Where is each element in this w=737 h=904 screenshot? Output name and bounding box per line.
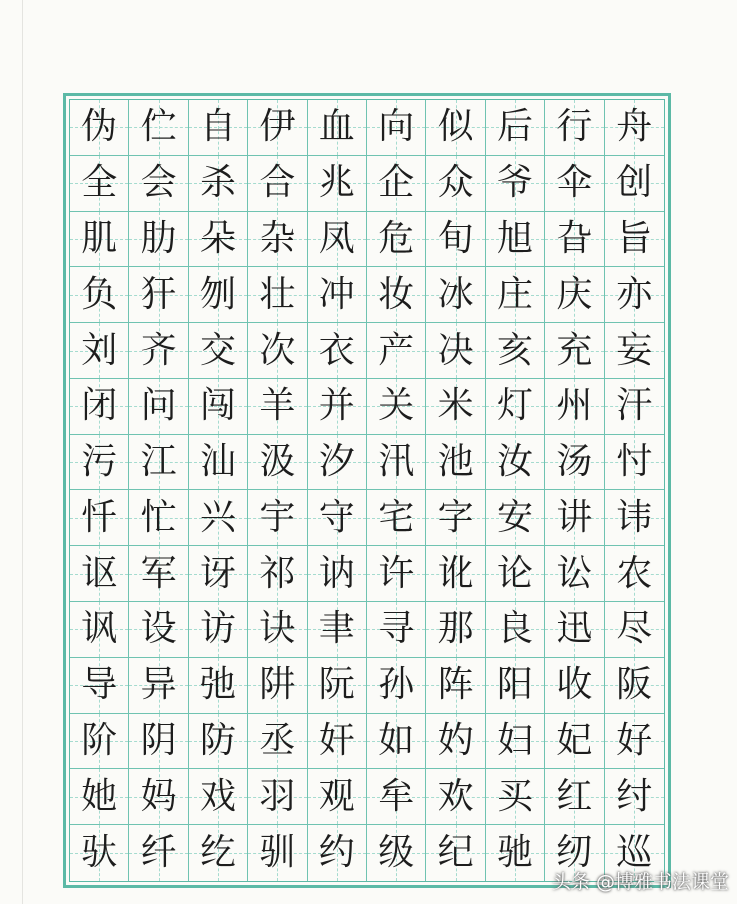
- grid-cell: [189, 267, 248, 323]
- grid-cell: [129, 714, 188, 770]
- practice-character: 讶: [199, 552, 236, 594]
- practice-character: 驯: [259, 832, 296, 874]
- practice-character: 会: [140, 162, 177, 204]
- grid-cell: [308, 490, 367, 546]
- practice-character: 那: [437, 608, 474, 650]
- practice-character: 冰: [437, 273, 474, 315]
- practice-character: 忙: [140, 496, 177, 538]
- practice-character: 级: [378, 832, 415, 874]
- grid-cell: [426, 714, 485, 770]
- grid-cell: [486, 379, 545, 435]
- grid-cell: [189, 602, 248, 658]
- practice-character: 安: [496, 496, 533, 538]
- grid-cell: [308, 769, 367, 825]
- practice-character: 众: [437, 162, 474, 204]
- practice-character: 伪: [81, 106, 118, 148]
- watermark: 头条 @博雅书法课堂: [551, 871, 729, 893]
- practice-character: 忏: [81, 496, 118, 538]
- grid-cell: [426, 156, 485, 212]
- practice-character: 充: [556, 329, 593, 371]
- practice-character: 亥: [496, 329, 533, 371]
- grid-cell: [367, 379, 426, 435]
- grid-cell: [248, 546, 307, 602]
- practice-character: 危: [378, 217, 415, 259]
- practice-character: 丞: [259, 720, 296, 762]
- practice-character: 自: [199, 106, 236, 148]
- practice-character: 欢: [437, 775, 474, 817]
- grid-cell: [545, 602, 604, 658]
- grid-cell: [248, 323, 307, 379]
- practice-character: 聿: [318, 608, 355, 650]
- grid-cell: [248, 658, 307, 714]
- grid-cell: [70, 156, 129, 212]
- grid-cell: [605, 212, 664, 268]
- practice-character: 合: [259, 162, 296, 204]
- grid-cell: [70, 212, 129, 268]
- practice-character: 产: [378, 329, 415, 371]
- grid-cell: [605, 267, 664, 323]
- grid-cell: [486, 714, 545, 770]
- practice-character: 衣: [318, 329, 355, 371]
- grid-cell: [545, 714, 604, 770]
- grid-cell: [129, 490, 188, 546]
- practice-character: 兆: [318, 162, 355, 204]
- grid-cell: [545, 156, 604, 212]
- grid-cell: [308, 435, 367, 491]
- grid-cell: [308, 658, 367, 714]
- practice-character: 农: [616, 552, 653, 594]
- practice-character: 买: [496, 775, 533, 817]
- practice-character: 全: [81, 162, 118, 204]
- practice-character: 闯: [199, 385, 236, 427]
- grid-cell: [189, 212, 248, 268]
- practice-character: 刘: [81, 329, 118, 371]
- practice-character: 防: [199, 720, 236, 762]
- practice-character: 红: [556, 775, 593, 817]
- practice-character: 冲: [318, 273, 355, 315]
- grid-cell: [367, 769, 426, 825]
- grid-cell: [605, 490, 664, 546]
- grid-cell: [426, 546, 485, 602]
- grid-cell: [70, 714, 129, 770]
- practice-character: 她: [81, 775, 118, 817]
- grid-cell: [426, 825, 485, 881]
- practice-character: 驰: [496, 832, 533, 874]
- grid-cell: [486, 490, 545, 546]
- practice-character: 齐: [140, 329, 177, 371]
- practice-character: 舟: [616, 106, 653, 148]
- grid-cell: [605, 714, 664, 770]
- practice-character: 宇: [259, 496, 296, 538]
- practice-character: 迅: [556, 608, 593, 650]
- grid-cell: [367, 156, 426, 212]
- grid-cell: [367, 435, 426, 491]
- practice-character: 弛: [199, 664, 236, 706]
- practice-character: 孙: [378, 664, 415, 706]
- practice-character: 讷: [318, 552, 355, 594]
- grid-cell: [426, 769, 485, 825]
- grid-cell: [70, 546, 129, 602]
- grid-cell: [486, 546, 545, 602]
- practice-character: 江: [140, 441, 177, 483]
- grid-cell: [248, 769, 307, 825]
- practice-character: 访: [199, 608, 236, 650]
- practice-character: 宅: [378, 496, 415, 538]
- grid-cell: [129, 435, 188, 491]
- practice-character: 并: [318, 385, 355, 427]
- grid-cell: [605, 156, 664, 212]
- practice-character: 伫: [140, 106, 177, 148]
- practice-character: 次: [259, 329, 296, 371]
- grid-cell: [248, 435, 307, 491]
- grid-cell: [189, 100, 248, 156]
- grid-cell: [605, 769, 664, 825]
- practice-character: 设: [140, 608, 177, 650]
- practice-character: 血: [318, 106, 355, 148]
- practice-character: 创: [616, 162, 653, 204]
- practice-character: 阪: [616, 664, 653, 706]
- practice-character: 妆: [378, 273, 415, 315]
- grid-cell: [308, 714, 367, 770]
- grid-cell: [129, 212, 188, 268]
- practice-character: 妄: [616, 329, 653, 371]
- practice-character: 汗: [616, 385, 653, 427]
- grid-cell: [486, 435, 545, 491]
- practice-character: 行: [556, 106, 593, 148]
- practice-character: 守: [318, 496, 355, 538]
- practice-character: 字: [437, 496, 474, 538]
- grid-cell: [189, 769, 248, 825]
- grid-cell: [367, 546, 426, 602]
- practice-character: 伞: [556, 162, 593, 204]
- grid-cell: [367, 100, 426, 156]
- practice-character: 良: [496, 608, 533, 650]
- grid-cell: [486, 769, 545, 825]
- practice-character: 讳: [616, 496, 653, 538]
- practice-character: 论: [496, 552, 533, 594]
- grid-cell: [70, 100, 129, 156]
- grid-cell: [248, 602, 307, 658]
- practice-character: 庄: [496, 273, 533, 315]
- grid-cell: [248, 212, 307, 268]
- practice-character: 肋: [140, 217, 177, 259]
- grid-cell: [129, 602, 188, 658]
- grid-cell: [129, 156, 188, 212]
- practice-character: 肌: [81, 217, 118, 259]
- grid-cell: [426, 100, 485, 156]
- grid-cell: [545, 435, 604, 491]
- practice-character: 向: [378, 106, 415, 148]
- practice-character: 许: [378, 552, 415, 594]
- grid-cell: [129, 546, 188, 602]
- grid-cell: [426, 435, 485, 491]
- grid-cell: [189, 323, 248, 379]
- practice-character: 后: [496, 106, 533, 148]
- grid-cell: [486, 212, 545, 268]
- grid-cell: [189, 658, 248, 714]
- grid-cell: [70, 267, 129, 323]
- practice-character: 汝: [496, 441, 533, 483]
- practice-character: 阴: [140, 720, 177, 762]
- grid-cell: [605, 658, 664, 714]
- practice-character: 决: [437, 329, 474, 371]
- grid-cell: [129, 379, 188, 435]
- practice-character: 纤: [140, 832, 177, 874]
- practice-character: 讴: [81, 552, 118, 594]
- grid-cell: [189, 379, 248, 435]
- grid-cell: [129, 769, 188, 825]
- practice-character: 汤: [556, 441, 593, 483]
- grid-cell: [189, 714, 248, 770]
- practice-character: 问: [140, 385, 177, 427]
- grid-cell: [486, 602, 545, 658]
- grid-cell: [308, 379, 367, 435]
- grid-cell: [545, 323, 604, 379]
- practice-character: 庆: [556, 273, 593, 315]
- practice-character: 尽: [616, 608, 653, 650]
- grid-cell: [189, 156, 248, 212]
- practice-character: 妈: [140, 775, 177, 817]
- practice-character: 旨: [616, 217, 653, 259]
- practice-character: 凤: [318, 217, 355, 259]
- practice-character: 羽: [259, 775, 296, 817]
- practice-character: 池: [437, 441, 474, 483]
- grid-cell: [248, 100, 307, 156]
- practice-character: 州: [556, 385, 593, 427]
- grid-cell: [426, 267, 485, 323]
- grid-cell: [605, 435, 664, 491]
- grid-cell: [545, 267, 604, 323]
- grid-cell: [308, 267, 367, 323]
- practice-character: 好: [616, 720, 653, 762]
- grid-cell: [70, 769, 129, 825]
- grid-cell: [545, 769, 604, 825]
- grid-cell: [426, 602, 485, 658]
- grid-cell: [70, 490, 129, 546]
- grid-cell: [486, 658, 545, 714]
- practice-character: 阳: [496, 664, 533, 706]
- practice-character: 军: [140, 552, 177, 594]
- grid-cell: [70, 323, 129, 379]
- grid-cell: [189, 435, 248, 491]
- grid-cell: [367, 490, 426, 546]
- practice-character: 汐: [318, 441, 355, 483]
- grid-cell: [308, 212, 367, 268]
- grid-cell: [367, 825, 426, 881]
- grid-cell: [545, 658, 604, 714]
- grid-cell: [70, 658, 129, 714]
- practice-character: 羊: [259, 385, 296, 427]
- grid-cell: [308, 546, 367, 602]
- grid-cell: [308, 602, 367, 658]
- practice-character: 讲: [556, 496, 593, 538]
- practice-character: 异: [140, 664, 177, 706]
- practice-character: 阶: [81, 720, 118, 762]
- practice-character: 污: [81, 441, 118, 483]
- grid-cell: [486, 100, 545, 156]
- practice-character: 纫: [556, 832, 593, 874]
- practice-character: 爷: [496, 162, 533, 204]
- grid-cell: [605, 100, 664, 156]
- grid-cell: [248, 156, 307, 212]
- grid-cell: [605, 379, 664, 435]
- practice-character: 导: [81, 664, 118, 706]
- grid-cell: [605, 323, 664, 379]
- practice-character: 似: [437, 106, 474, 148]
- practice-character: 纣: [616, 775, 653, 817]
- practice-character: 忖: [616, 441, 653, 483]
- practice-character: 灯: [496, 385, 533, 427]
- practice-character: 伊: [259, 106, 296, 148]
- grid-cell: [70, 379, 129, 435]
- grid-cell: [70, 825, 129, 881]
- grid-cell: [308, 825, 367, 881]
- practice-character: 观: [318, 775, 355, 817]
- practice-character: 驮: [81, 832, 118, 874]
- practice-character: 戏: [199, 775, 236, 817]
- grid-cell: [545, 546, 604, 602]
- practice-character: 关: [378, 385, 415, 427]
- practice-character: 收: [556, 664, 593, 706]
- grid-cell: [129, 323, 188, 379]
- practice-character: 米: [437, 385, 474, 427]
- grid-cell: [426, 212, 485, 268]
- grid-cell: [367, 323, 426, 379]
- practice-character: 阱: [259, 664, 296, 706]
- binding-margin-line: [22, 0, 23, 904]
- practice-character: 旭: [496, 217, 533, 259]
- practice-character: 闭: [81, 385, 118, 427]
- grid-cell: [367, 658, 426, 714]
- practice-character: 汛: [378, 441, 415, 483]
- grid-cell: [129, 658, 188, 714]
- grid-cell: [486, 323, 545, 379]
- grid-cell: [605, 602, 664, 658]
- practice-character: 企: [378, 162, 415, 204]
- practice-character: 讹: [437, 552, 474, 594]
- grid-cell: [129, 825, 188, 881]
- practice-character: 讼: [556, 552, 593, 594]
- practice-character: 妃: [556, 720, 593, 762]
- grid-cell: [367, 714, 426, 770]
- grid-cell: [189, 490, 248, 546]
- practice-character: 讽: [81, 608, 118, 650]
- practice-character: 负: [81, 273, 118, 315]
- practice-character: 朵: [199, 217, 236, 259]
- grid-cell: [189, 825, 248, 881]
- practice-character: 杂: [259, 217, 296, 259]
- practice-character: 诀: [259, 608, 296, 650]
- practice-character: 如: [378, 720, 415, 762]
- grid-cell: [545, 100, 604, 156]
- grid-cell: [486, 267, 545, 323]
- grid-cell: [426, 379, 485, 435]
- grid-cell: [189, 546, 248, 602]
- grid-cell: [248, 267, 307, 323]
- grid-cell: [367, 212, 426, 268]
- practice-character: 约: [318, 832, 355, 874]
- practice-character: 旮: [556, 217, 593, 259]
- grid-cell: [70, 602, 129, 658]
- practice-character: 兴: [199, 496, 236, 538]
- grid-cell: [426, 658, 485, 714]
- grid-cell: [248, 379, 307, 435]
- practice-character: 妇: [496, 720, 533, 762]
- practice-character: 纪: [437, 832, 474, 874]
- practice-character: 交: [199, 329, 236, 371]
- grid-cell: [486, 156, 545, 212]
- practice-character: 犴: [140, 273, 177, 315]
- grid-cell: [605, 546, 664, 602]
- grid-cell: [545, 490, 604, 546]
- grid-cell: [308, 156, 367, 212]
- grid-cell: [426, 490, 485, 546]
- practice-character: 牟: [378, 775, 415, 817]
- practice-character: 奸: [318, 720, 355, 762]
- practice-character: 妁: [437, 720, 474, 762]
- practice-character: 汲: [259, 441, 296, 483]
- practice-character: 巡: [616, 832, 653, 874]
- grid-cell: [129, 100, 188, 156]
- grid-cell: [545, 379, 604, 435]
- grid-cell: [367, 602, 426, 658]
- practice-character: 纥: [199, 832, 236, 874]
- practice-character: 阮: [318, 664, 355, 706]
- practice-character: 亦: [616, 273, 653, 315]
- grid-cell: [129, 267, 188, 323]
- grid-cell: [248, 714, 307, 770]
- practice-character: 刎: [199, 273, 236, 315]
- practice-character: 壮: [259, 273, 296, 315]
- grid-cell: [367, 267, 426, 323]
- character-grid: [70, 100, 664, 881]
- grid-cell: [248, 825, 307, 881]
- practice-character: 杀: [199, 162, 236, 204]
- practice-character: 寻: [378, 608, 415, 650]
- practice-character: 祁: [259, 552, 296, 594]
- grid-cell: [426, 323, 485, 379]
- grid-cell: [248, 490, 307, 546]
- practice-character: 汕: [199, 441, 236, 483]
- grid-cell: [308, 323, 367, 379]
- grid-cell: [70, 435, 129, 491]
- practice-character: 阵: [437, 664, 474, 706]
- grid-cell: [545, 212, 604, 268]
- grid-cell: [486, 825, 545, 881]
- grid-cell: [308, 100, 367, 156]
- practice-character: 旬: [437, 217, 474, 259]
